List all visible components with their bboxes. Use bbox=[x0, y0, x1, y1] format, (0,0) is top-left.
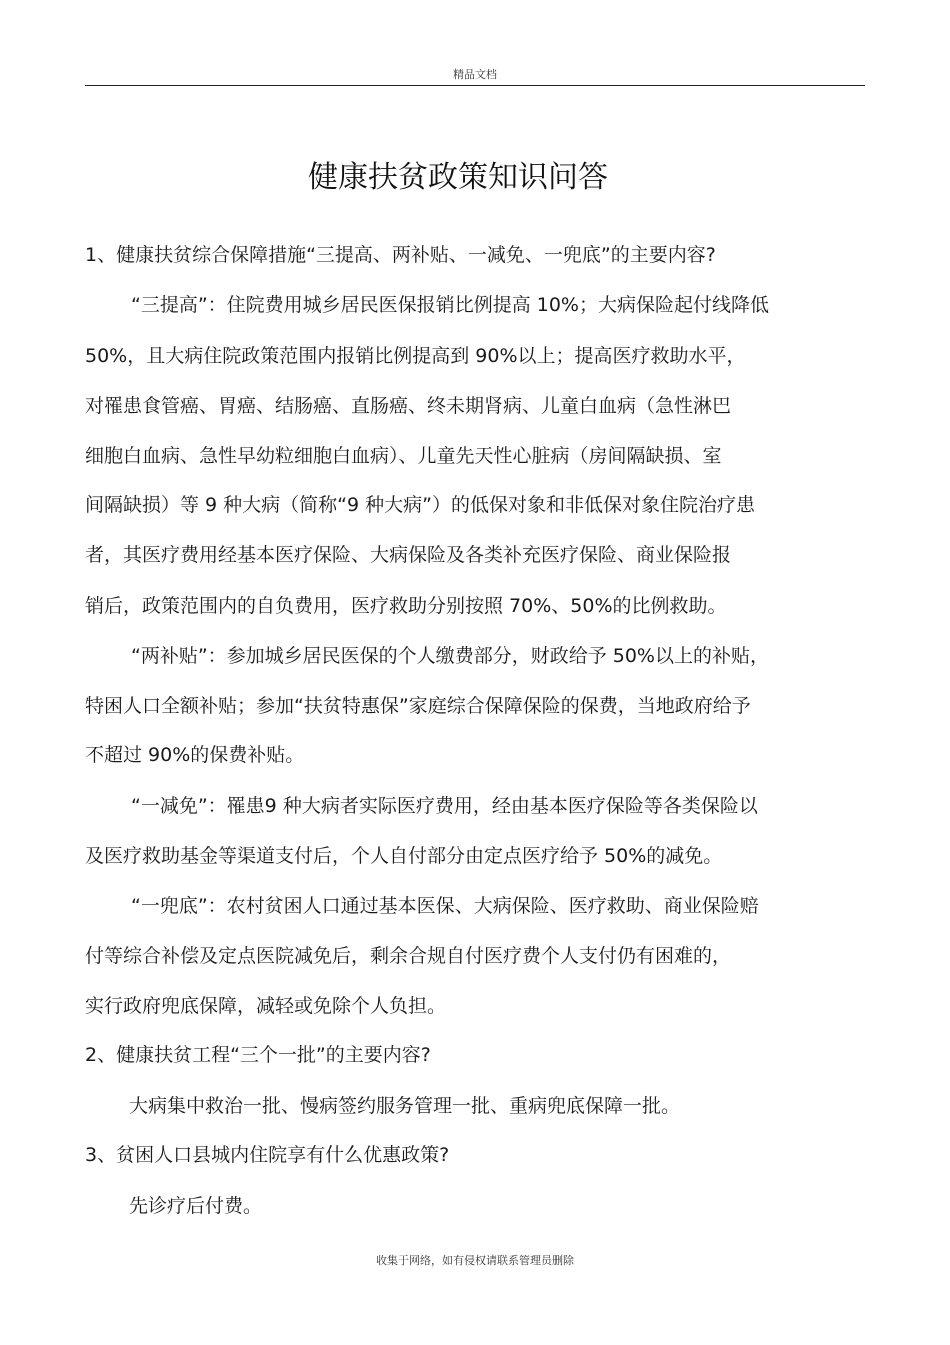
paragraph-line: 付等综合补偿及定点医院减免后，剩余合规自付医疗费个人支付仍有困难的， bbox=[85, 945, 732, 967]
page-footer-label: 收集于网络，如有侵权请联系管理员删除 bbox=[376, 1254, 574, 1267]
paragraph-line: 特困人口全额补贴；参加“扶贫特惠保”家庭综合保障保险的保费，当地政府给予 bbox=[85, 695, 751, 717]
question-3: 3、贫困人口县城内住院享有什么优惠政策? bbox=[85, 1144, 450, 1166]
document-title: 健康扶贫政策知识问答 bbox=[308, 160, 608, 195]
page-header-label: 精品文档 bbox=[453, 68, 497, 81]
paragraph-line: 销后，政策范围内的自负费用，医疗救助分别按照 70%、50%的比例救助。 bbox=[85, 595, 727, 617]
paragraph-line: 及医疗救助基金等渠道支付后，个人自付部分由定点医疗给予 50%的减免。 bbox=[85, 845, 723, 867]
question-1: 1、健康扶贫综合保障措施“三提高、两补贴、一减免、一兜底”的主要内容? bbox=[85, 244, 716, 266]
paragraph-line: “一兜底”：农村贫困人口通过基本医保、大病保险、医疗救助、商业保险赔 bbox=[131, 895, 759, 917]
header-divider bbox=[85, 85, 865, 86]
paragraph-line: “一减免”：罹患9 种大病者实际医疗费用，经由基本医疗保险等各类保险以 bbox=[131, 795, 758, 817]
paragraph-line: 间隔缺损）等 9 种大病（简称“9 种大病”）的低保对象和非低保对象住院治疗患 bbox=[85, 494, 755, 516]
paragraph-line: 细胞白血病、急性早幼粒细胞白血病）、儿童先天性心脏病（房间隔缺损、室 bbox=[85, 445, 722, 467]
paragraph-line: “两补贴”：参加城乡居民医保的个人缴费部分，财政给予 50%以上的补贴， bbox=[131, 645, 769, 667]
answer-3: 先诊疗后付费。 bbox=[129, 1195, 263, 1217]
paragraph-line: 实行政府兜底保障，减轻或免除个人负担。 bbox=[85, 995, 447, 1017]
paragraph-line: 50%，且大病住院政策范围内报销比例提高到 90%以上；提高医疗救助水平， bbox=[85, 345, 746, 367]
paragraph-line: 者，其医疗费用经基本医疗保险、大病保险及各类补充医疗保险、商业保险报 bbox=[85, 544, 732, 566]
paragraph-line: “三提高”：住院费用城乡居民医保报销比例提高 10%；大病保险起付线降低 bbox=[131, 294, 769, 316]
answer-2: 大病集中救治一批、慢病签约服务管理一批、重病兜底保障一批。 bbox=[129, 1095, 681, 1117]
question-2: 2、健康扶贫工程“三个一批”的主要内容? bbox=[85, 1044, 431, 1066]
paragraph-line: 对罹患食管癌、胃癌、结肠癌、直肠癌、终未期肾病、儿童白血病（急性淋巴 bbox=[85, 395, 732, 417]
paragraph-line: 不超过 90%的保费补贴。 bbox=[85, 744, 305, 766]
